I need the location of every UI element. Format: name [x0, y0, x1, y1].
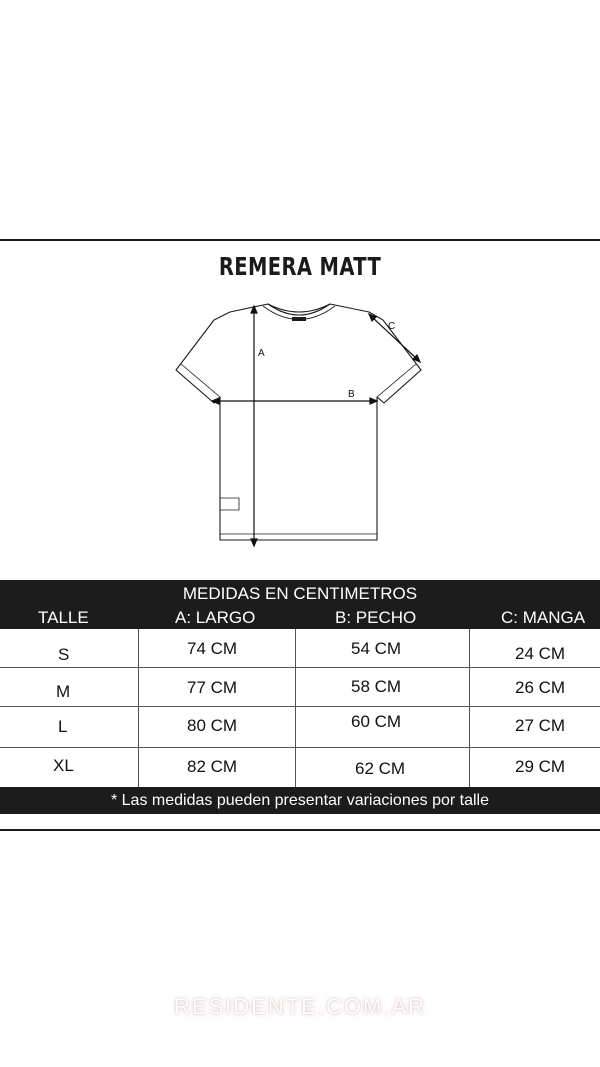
label-a: A	[258, 348, 265, 359]
table-footnote: * Las medidas pueden presentar variaciones por talle	[0, 787, 600, 814]
column-header: A: LARGO	[175, 608, 256, 627]
table-cell: 58 CM	[351, 677, 402, 696]
table-body	[0, 629, 600, 787]
label-b: B	[348, 389, 355, 400]
table-cell: 62 CM	[355, 759, 406, 778]
table-heading: MEDIDAS EN CENTIMETROS	[0, 580, 600, 607]
product-title: REMERA MATT	[218, 252, 382, 281]
table-cell: 74 CM	[187, 639, 238, 658]
site-watermark: RESIDENTE.COM.AR	[173, 994, 427, 1019]
size-table	[0, 580, 600, 814]
tshirt-collar	[268, 304, 330, 315]
table-cell: 54 CM	[351, 639, 402, 658]
table-cell: 29 CM	[515, 757, 566, 776]
table-cell: 24 CM	[515, 644, 566, 663]
table-cell: S	[58, 645, 70, 664]
table-cell: 26 CM	[515, 678, 566, 697]
table-cell: XL	[53, 756, 74, 775]
table-cell: L	[58, 717, 68, 736]
label-c: C	[388, 321, 396, 332]
table-cell: 60 CM	[351, 712, 402, 731]
hem-tag	[220, 498, 239, 510]
column-header: TALLE	[38, 608, 89, 627]
table-cell: M	[56, 682, 71, 701]
table-cell: 80 CM	[187, 716, 238, 735]
table-cell: 82 CM	[187, 757, 238, 776]
tshirt-outline	[176, 304, 421, 540]
table-cell: 77 CM	[187, 678, 238, 697]
table-header-row	[0, 607, 600, 629]
column-header: C: MANGA	[501, 608, 586, 627]
column-header: B: PECHO	[335, 608, 417, 627]
table-cell: 27 CM	[515, 716, 566, 735]
bottom-divider	[0, 829, 600, 831]
